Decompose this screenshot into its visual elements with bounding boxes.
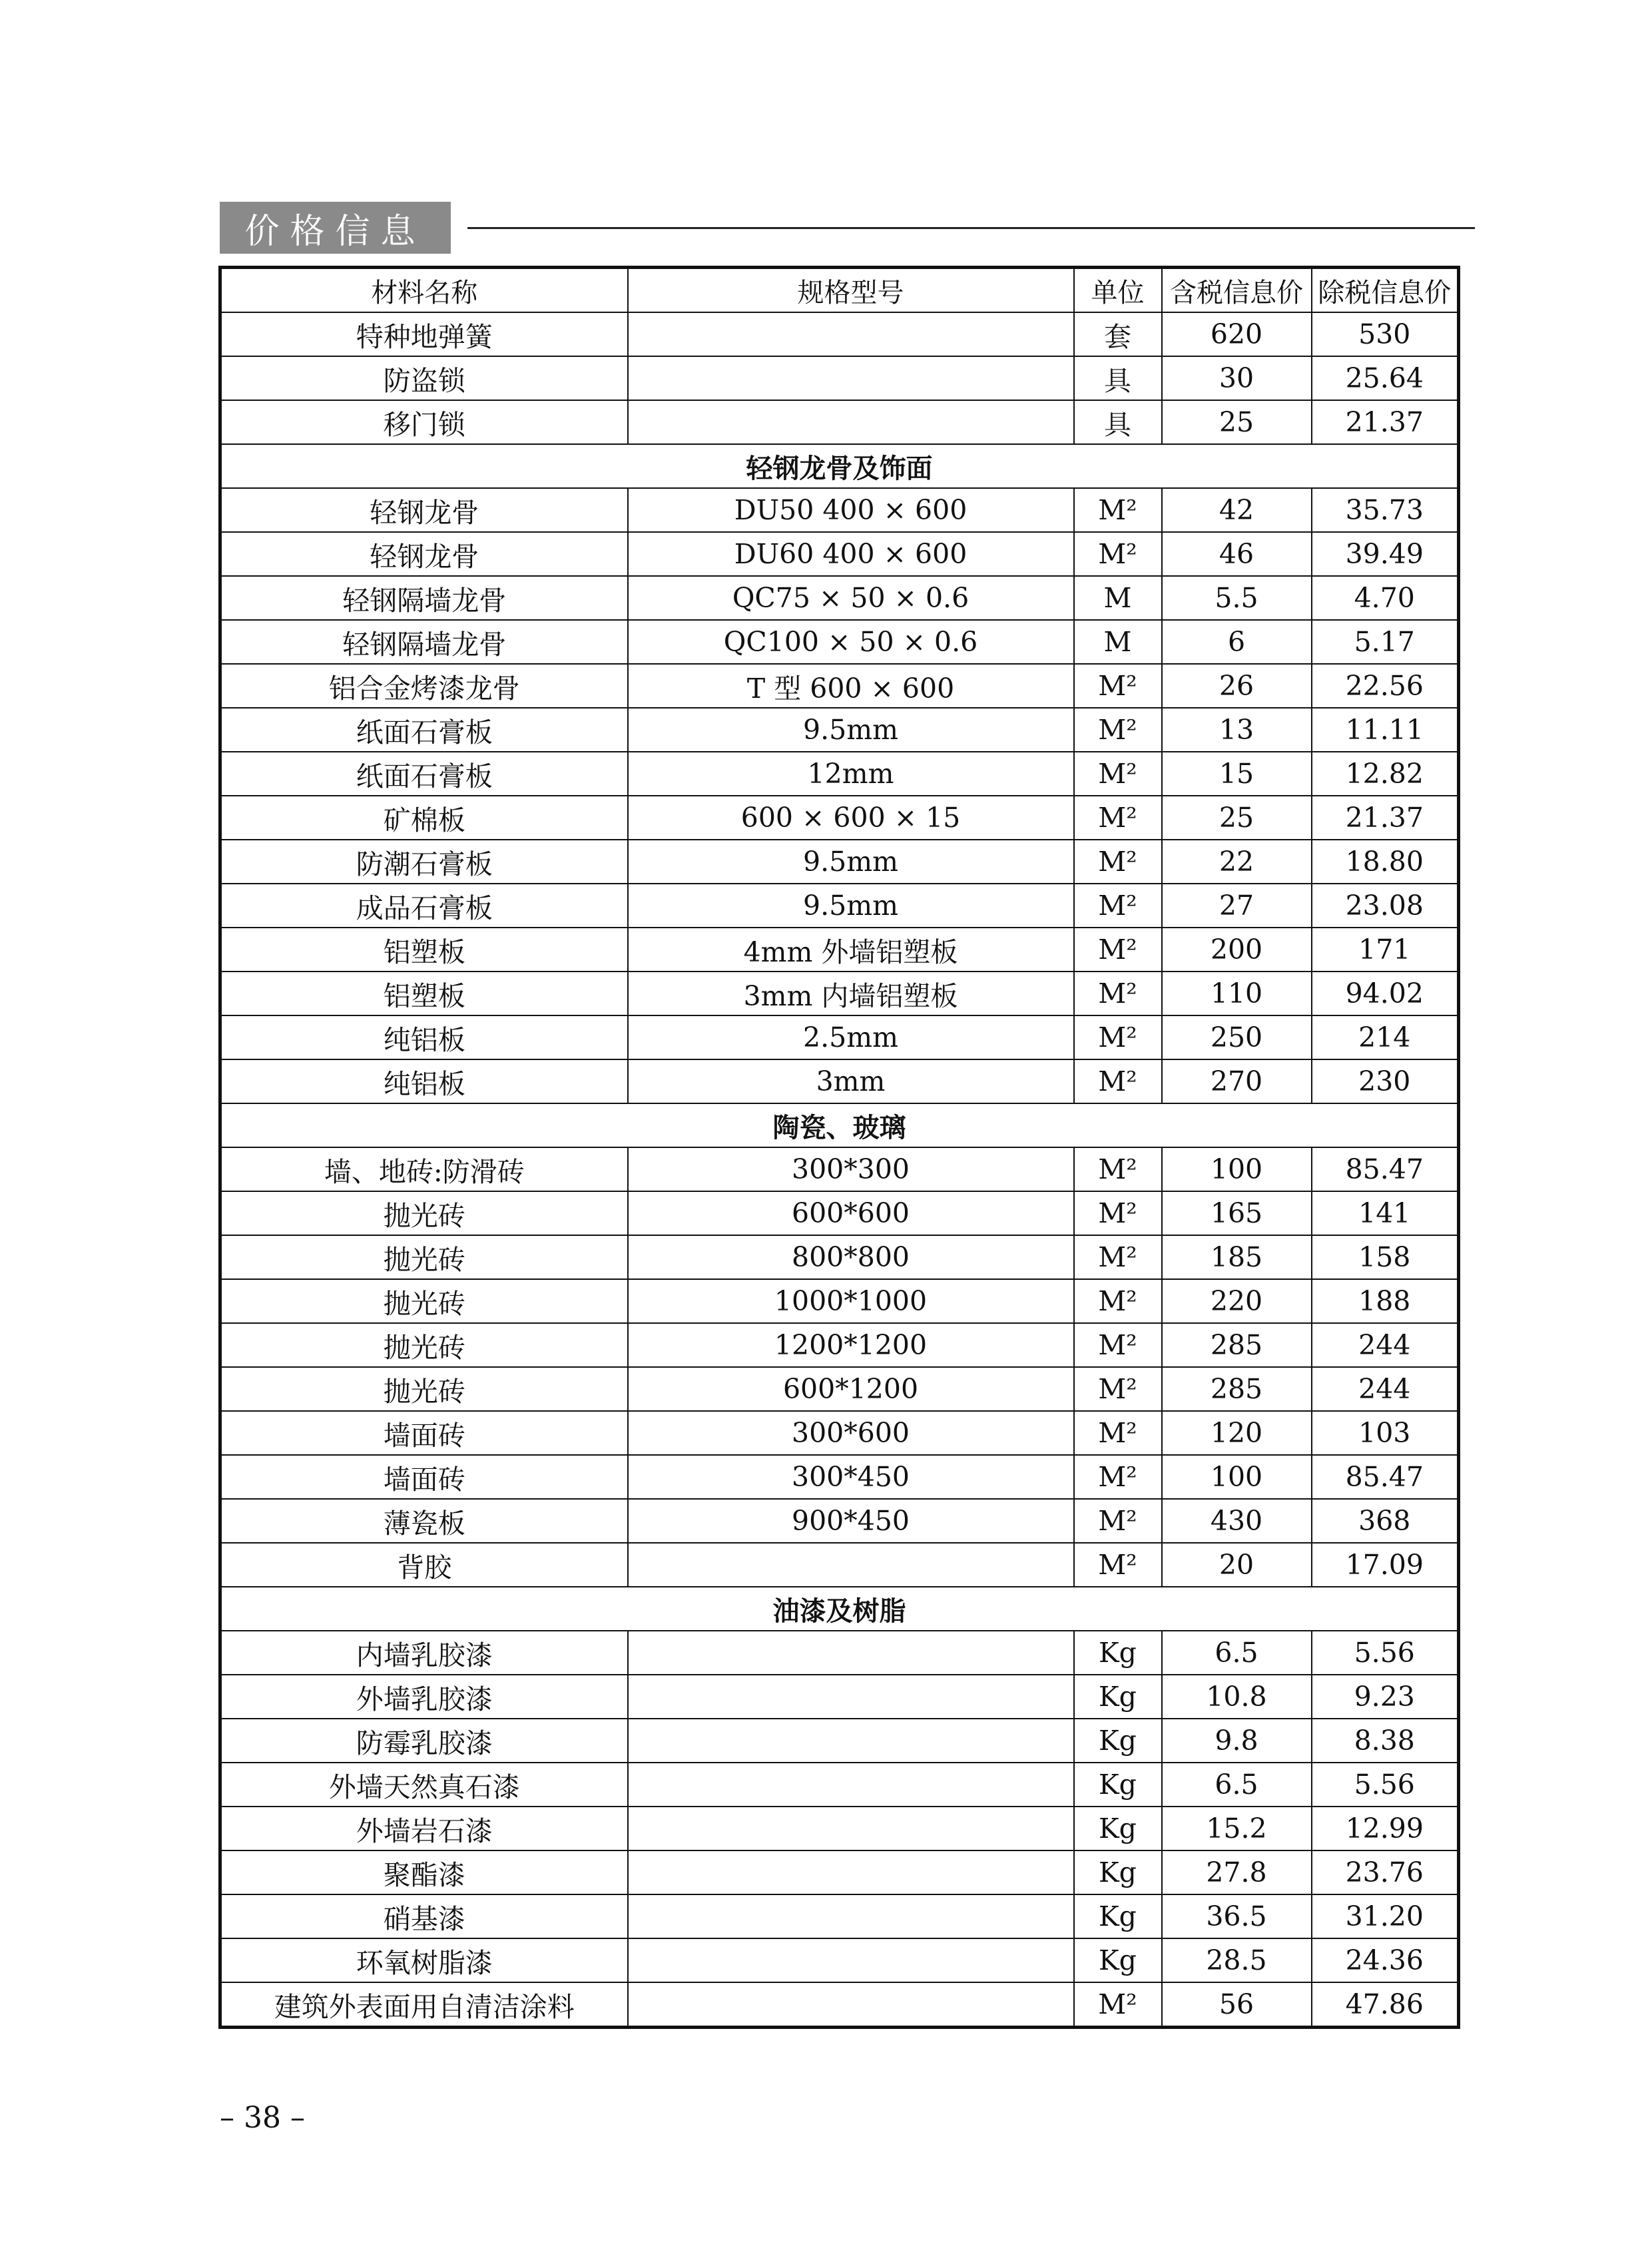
cell-notax-price: 12.99 [1312, 1807, 1459, 1850]
cell-unit: Kg [1074, 1850, 1162, 1894]
section-header [220, 202, 1475, 254]
table-row [220, 1323, 1459, 1367]
cell-notax-price: 25.64 [1312, 356, 1459, 400]
cell-name: 外墙岩石漆 [220, 1807, 628, 1850]
table-row [220, 1894, 1459, 1938]
cell-tax-price: 9.8 [1162, 1719, 1312, 1763]
cell-notax-price: 11.11 [1312, 708, 1459, 752]
table-row [220, 1982, 1459, 2028]
cell-tax-price: 110 [1162, 972, 1312, 1015]
cell-name: 墙面砖 [220, 1455, 628, 1499]
cell-spec: DU60 400 × 600 [628, 532, 1074, 576]
cell-unit: M [1074, 576, 1162, 620]
cell-notax-price: 244 [1312, 1367, 1459, 1411]
cell-unit: M² [1074, 708, 1162, 752]
cell-spec [628, 1850, 1074, 1894]
cell-spec: 600*1200 [628, 1367, 1074, 1411]
cell-notax-price: 17.09 [1312, 1543, 1459, 1587]
cell-unit: M² [1074, 928, 1162, 972]
cell-spec [628, 1543, 1074, 1587]
cell-tax-price: 26 [1162, 664, 1312, 708]
cell-unit: 套 [1074, 312, 1162, 356]
table-row [220, 972, 1459, 1015]
table-row [220, 1807, 1459, 1850]
cell-spec [628, 1719, 1074, 1763]
cell-notax-price: 85.47 [1312, 1147, 1459, 1191]
table-row [220, 1191, 1459, 1235]
cell-spec: 12mm [628, 752, 1074, 796]
price-table [218, 266, 1460, 2029]
cell-tax-price: 100 [1162, 1455, 1312, 1499]
cell-spec: 300*450 [628, 1455, 1074, 1499]
cell-tax-price: 15.2 [1162, 1807, 1312, 1850]
column-header-notax-price: 除税信息价 [1312, 268, 1459, 313]
cell-tax-price: 22 [1162, 840, 1312, 884]
cell-tax-price: 36.5 [1162, 1894, 1312, 1938]
cell-name: 移门锁 [220, 400, 628, 444]
cell-name: 墙面砖 [220, 1411, 628, 1455]
cell-name: 纯铝板 [220, 1015, 628, 1059]
cell-name: 防潮石膏板 [220, 840, 628, 884]
cell-name: 成品石膏板 [220, 884, 628, 928]
cell-unit: Kg [1074, 1719, 1162, 1763]
cell-spec [628, 356, 1074, 400]
cell-notax-price: 85.47 [1312, 1455, 1459, 1499]
cell-name: 内墙乳胶漆 [220, 1631, 628, 1675]
cell-unit: Kg [1074, 1631, 1162, 1675]
cell-spec [628, 1631, 1074, 1675]
table-row [220, 1938, 1459, 1982]
cell-tax-price: 28.5 [1162, 1938, 1312, 1982]
section-heading: 陶瓷、玻璃 [220, 1103, 1459, 1147]
cell-name: 铝塑板 [220, 928, 628, 972]
cell-name: 轻钢隔墙龙骨 [220, 576, 628, 620]
section-title: 价格信息 [220, 202, 451, 254]
column-header-spec: 规格型号 [628, 268, 1074, 313]
cell-unit: M² [1074, 752, 1162, 796]
cell-unit: M² [1074, 1015, 1162, 1059]
table-row [220, 884, 1459, 928]
cell-unit: M² [1074, 1982, 1162, 2028]
cell-notax-price: 31.20 [1312, 1894, 1459, 1938]
cell-unit: M² [1074, 1367, 1162, 1411]
cell-unit: Kg [1074, 1763, 1162, 1807]
cell-tax-price: 13 [1162, 708, 1312, 752]
cell-name: 特种地弹簧 [220, 312, 628, 356]
cell-tax-price: 27 [1162, 884, 1312, 928]
section-row [220, 444, 1459, 488]
cell-name: 抛光砖 [220, 1367, 628, 1411]
cell-name: 外墙天然真石漆 [220, 1763, 628, 1807]
cell-tax-price: 250 [1162, 1015, 1312, 1059]
table-row [220, 1367, 1459, 1411]
cell-name: 抛光砖 [220, 1191, 628, 1235]
cell-notax-price: 230 [1312, 1059, 1459, 1103]
cell-spec: 1000*1000 [628, 1279, 1074, 1323]
cell-tax-price: 46 [1162, 532, 1312, 576]
cell-name: 聚酯漆 [220, 1850, 628, 1894]
table-row [220, 1015, 1459, 1059]
table-row [220, 1543, 1459, 1587]
cell-notax-price: 35.73 [1312, 488, 1459, 532]
cell-tax-price: 185 [1162, 1235, 1312, 1279]
table-row [220, 532, 1459, 576]
cell-notax-price: 47.86 [1312, 1982, 1459, 2028]
cell-spec: 300*300 [628, 1147, 1074, 1191]
cell-name: 铝塑板 [220, 972, 628, 1015]
cell-spec: 1200*1200 [628, 1323, 1074, 1367]
header-rule [467, 227, 1475, 229]
cell-tax-price: 220 [1162, 1279, 1312, 1323]
cell-tax-price: 6 [1162, 620, 1312, 664]
cell-tax-price: 42 [1162, 488, 1312, 532]
table-row [220, 1279, 1459, 1323]
cell-unit: Kg [1074, 1675, 1162, 1719]
cell-tax-price: 6.5 [1162, 1763, 1312, 1807]
cell-tax-price: 56 [1162, 1982, 1312, 2028]
cell-name: 建筑外表面用自清洁涂料 [220, 1982, 628, 2028]
cell-name: 防霉乳胶漆 [220, 1719, 628, 1763]
table-row [220, 1059, 1459, 1103]
cell-notax-price: 12.82 [1312, 752, 1459, 796]
table-body [220, 312, 1459, 2028]
table-row [220, 312, 1459, 356]
cell-spec [628, 1807, 1074, 1850]
table-row [220, 1235, 1459, 1279]
cell-unit: M² [1074, 488, 1162, 532]
cell-name: 背胶 [220, 1543, 628, 1587]
cell-name: 环氧树脂漆 [220, 1938, 628, 1982]
cell-unit: Kg [1074, 1938, 1162, 1982]
cell-name: 纸面石膏板 [220, 708, 628, 752]
cell-name: 轻钢龙骨 [220, 488, 628, 532]
cell-tax-price: 100 [1162, 1147, 1312, 1191]
cell-unit: Kg [1074, 1894, 1162, 1938]
table-row [220, 1411, 1459, 1455]
cell-tax-price: 620 [1162, 312, 1312, 356]
cell-unit: M² [1074, 1147, 1162, 1191]
cell-spec: 600 × 600 × 15 [628, 796, 1074, 840]
table-row [220, 796, 1459, 840]
table-row [220, 1719, 1459, 1763]
cell-notax-price: 171 [1312, 928, 1459, 972]
table-row [220, 708, 1459, 752]
table-row [220, 576, 1459, 620]
cell-unit: M² [1074, 796, 1162, 840]
cell-name: 外墙乳胶漆 [220, 1675, 628, 1719]
cell-tax-price: 25 [1162, 796, 1312, 840]
table-row [220, 1499, 1459, 1543]
cell-notax-price: 21.37 [1312, 796, 1459, 840]
cell-notax-price: 21.37 [1312, 400, 1459, 444]
cell-tax-price: 15 [1162, 752, 1312, 796]
section-row [220, 1587, 1459, 1631]
cell-spec [628, 1938, 1074, 1982]
cell-spec: 3mm [628, 1059, 1074, 1103]
cell-name: 纸面石膏板 [220, 752, 628, 796]
cell-tax-price: 10.8 [1162, 1675, 1312, 1719]
cell-notax-price: 9.23 [1312, 1675, 1459, 1719]
cell-tax-price: 430 [1162, 1499, 1312, 1543]
table-row [220, 1763, 1459, 1807]
cell-tax-price: 6.5 [1162, 1631, 1312, 1675]
cell-spec [628, 1763, 1074, 1807]
cell-notax-price: 214 [1312, 1015, 1459, 1059]
cell-notax-price: 23.76 [1312, 1850, 1459, 1894]
cell-notax-price: 188 [1312, 1279, 1459, 1323]
cell-spec [628, 1894, 1074, 1938]
cell-spec [628, 400, 1074, 444]
table-row [220, 488, 1459, 532]
table-row [220, 928, 1459, 972]
cell-name: 抛光砖 [220, 1279, 628, 1323]
cell-name: 墙、地砖:防滑砖 [220, 1147, 628, 1191]
table-row [220, 400, 1459, 444]
cell-notax-price: 244 [1312, 1323, 1459, 1367]
cell-spec: 9.5mm [628, 884, 1074, 928]
cell-name: 矿棉板 [220, 796, 628, 840]
cell-tax-price: 5.5 [1162, 576, 1312, 620]
cell-unit: Kg [1074, 1807, 1162, 1850]
cell-spec [628, 312, 1074, 356]
cell-spec: 9.5mm [628, 840, 1074, 884]
section-heading: 轻钢龙骨及饰面 [220, 444, 1459, 488]
cell-notax-price: 39.49 [1312, 532, 1459, 576]
cell-tax-price: 27.8 [1162, 1850, 1312, 1894]
cell-unit: M² [1074, 1235, 1162, 1279]
cell-unit: M² [1074, 1499, 1162, 1543]
cell-spec: QC100 × 50 × 0.6 [628, 620, 1074, 664]
table-row [220, 840, 1459, 884]
cell-spec: 300*600 [628, 1411, 1074, 1455]
cell-unit: M² [1074, 1323, 1162, 1367]
cell-notax-price: 94.02 [1312, 972, 1459, 1015]
section-heading: 油漆及树脂 [220, 1587, 1459, 1631]
cell-notax-price: 530 [1312, 312, 1459, 356]
cell-notax-price: 18.80 [1312, 840, 1459, 884]
cell-tax-price: 285 [1162, 1323, 1312, 1367]
column-header-unit: 单位 [1074, 268, 1162, 313]
cell-name: 硝基漆 [220, 1894, 628, 1938]
cell-spec: 600*600 [628, 1191, 1074, 1235]
table-row [220, 1455, 1459, 1499]
cell-unit: 具 [1074, 356, 1162, 400]
cell-unit: M² [1074, 664, 1162, 708]
cell-notax-price: 103 [1312, 1411, 1459, 1455]
cell-notax-price: 5.56 [1312, 1631, 1459, 1675]
cell-tax-price: 30 [1162, 356, 1312, 400]
table-row [220, 1850, 1459, 1894]
table-row [220, 620, 1459, 664]
cell-name: 抛光砖 [220, 1235, 628, 1279]
table-row [220, 356, 1459, 400]
page-number: – 38 – [220, 2101, 305, 2135]
cell-unit: M² [1074, 972, 1162, 1015]
cell-name: 纯铝板 [220, 1059, 628, 1103]
cell-notax-price: 158 [1312, 1235, 1459, 1279]
cell-name: 抛光砖 [220, 1323, 628, 1367]
cell-notax-price: 23.08 [1312, 884, 1459, 928]
cell-notax-price: 4.70 [1312, 576, 1459, 620]
cell-unit: M² [1074, 1279, 1162, 1323]
cell-tax-price: 20 [1162, 1543, 1312, 1587]
cell-tax-price: 120 [1162, 1411, 1312, 1455]
cell-name: 轻钢龙骨 [220, 532, 628, 576]
cell-name: 轻钢隔墙龙骨 [220, 620, 628, 664]
cell-name: 薄瓷板 [220, 1499, 628, 1543]
cell-tax-price: 270 [1162, 1059, 1312, 1103]
cell-notax-price: 22.56 [1312, 664, 1459, 708]
cell-notax-price: 368 [1312, 1499, 1459, 1543]
column-header-tax-price: 含税信息价 [1162, 268, 1312, 313]
table-row [220, 664, 1459, 708]
cell-notax-price: 5.56 [1312, 1763, 1459, 1807]
cell-unit: M² [1074, 1191, 1162, 1235]
cell-unit: M² [1074, 1059, 1162, 1103]
cell-tax-price: 165 [1162, 1191, 1312, 1235]
cell-notax-price: 24.36 [1312, 1938, 1459, 1982]
cell-tax-price: 25 [1162, 400, 1312, 444]
cell-tax-price: 200 [1162, 928, 1312, 972]
cell-unit: M² [1074, 884, 1162, 928]
cell-spec: T 型 600 × 600 [628, 664, 1074, 708]
cell-spec: DU50 400 × 600 [628, 488, 1074, 532]
cell-unit: M² [1074, 532, 1162, 576]
cell-spec: 900*450 [628, 1499, 1074, 1543]
cell-spec: 4mm 外墙铝塑板 [628, 928, 1074, 972]
table-row [220, 1675, 1459, 1719]
cell-name: 防盗锁 [220, 356, 628, 400]
cell-spec: QC75 × 50 × 0.6 [628, 576, 1074, 620]
cell-spec: 9.5mm [628, 708, 1074, 752]
cell-notax-price: 5.17 [1312, 620, 1459, 664]
cell-notax-price: 141 [1312, 1191, 1459, 1235]
section-row [220, 1103, 1459, 1147]
table-header-row [220, 268, 1459, 313]
cell-unit: M [1074, 620, 1162, 664]
table-row [220, 1631, 1459, 1675]
cell-unit: M² [1074, 840, 1162, 884]
cell-tax-price: 285 [1162, 1367, 1312, 1411]
cell-spec [628, 1982, 1074, 2028]
column-header-name: 材料名称 [220, 268, 628, 313]
table-row [220, 752, 1459, 796]
cell-spec: 800*800 [628, 1235, 1074, 1279]
cell-unit: M² [1074, 1411, 1162, 1455]
cell-spec: 3mm 内墙铝塑板 [628, 972, 1074, 1015]
cell-unit: M² [1074, 1543, 1162, 1587]
cell-unit: M² [1074, 1455, 1162, 1499]
cell-unit: 具 [1074, 400, 1162, 444]
cell-spec: 2.5mm [628, 1015, 1074, 1059]
cell-name: 铝合金烤漆龙骨 [220, 664, 628, 708]
cell-notax-price: 8.38 [1312, 1719, 1459, 1763]
table-row [220, 1147, 1459, 1191]
cell-spec [628, 1675, 1074, 1719]
price-table-container [218, 266, 1457, 2029]
